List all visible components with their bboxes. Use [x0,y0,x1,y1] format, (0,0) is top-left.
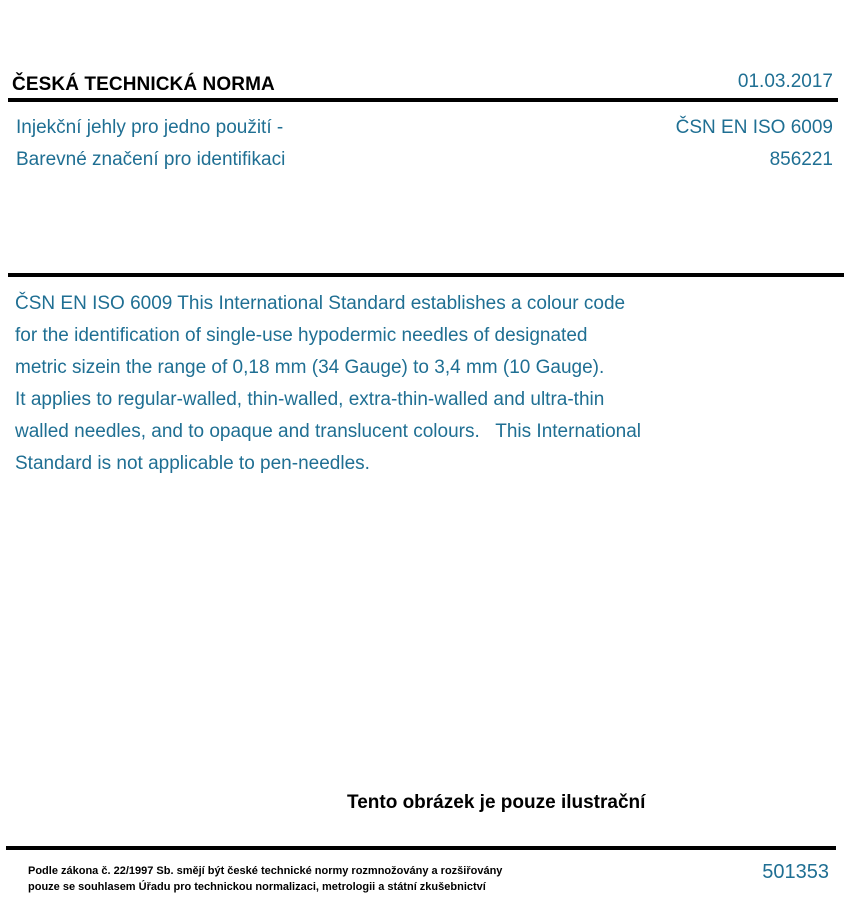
illustration-notice: Tento obrázek je pouze ilustrační [347,792,646,813]
abstract-line: for the identification of single-use hypodermic needles of designated [15,325,588,346]
standard-title-line: Barevné značení pro identifikaci [16,149,286,170]
standard-code: ČSN EN ISO 6009 [675,117,833,138]
abstract-paragraph [15,288,641,480]
header-divider [8,98,838,102]
classification-number: 856221 [769,149,833,170]
legal-notice-line: Podle zákona č. 22/1997 Sb. smějí být české technické normy rozmnožovány a rozšiřovány [28,865,503,877]
legal-notice-line: pouze se souhlasem Úřadu pro technickou normalizaci, metrologii a státní zkušebnictví [28,881,486,893]
footer-divider [6,846,836,850]
legal-notice [28,863,502,895]
standard-title-line: Injekční jehly pro jedno použití - [16,117,284,138]
catalog-number: 501353 [762,861,829,883]
abstract-line: metric sizein the range of 0,18 mm (34 Gauge) to 3,4 mm (10 Gauge). [15,357,605,378]
abstract-line: Standard is not applicable to pen-needles. [15,453,370,474]
section-divider [8,273,844,277]
abstract-line: ČSN EN ISO 6009 This International Standard establishes a colour code [15,293,626,314]
document-type-heading: ČESKÁ TECHNICKÁ NORMA [12,74,275,95]
abstract-line: walled needles, and to opaque and translucent colours. This International [15,421,642,442]
abstract-line: It applies to regular-walled, thin-walled, extra-thin-walled and ultra-thin [15,389,605,410]
effective-date: 01.03.2017 [737,71,833,92]
